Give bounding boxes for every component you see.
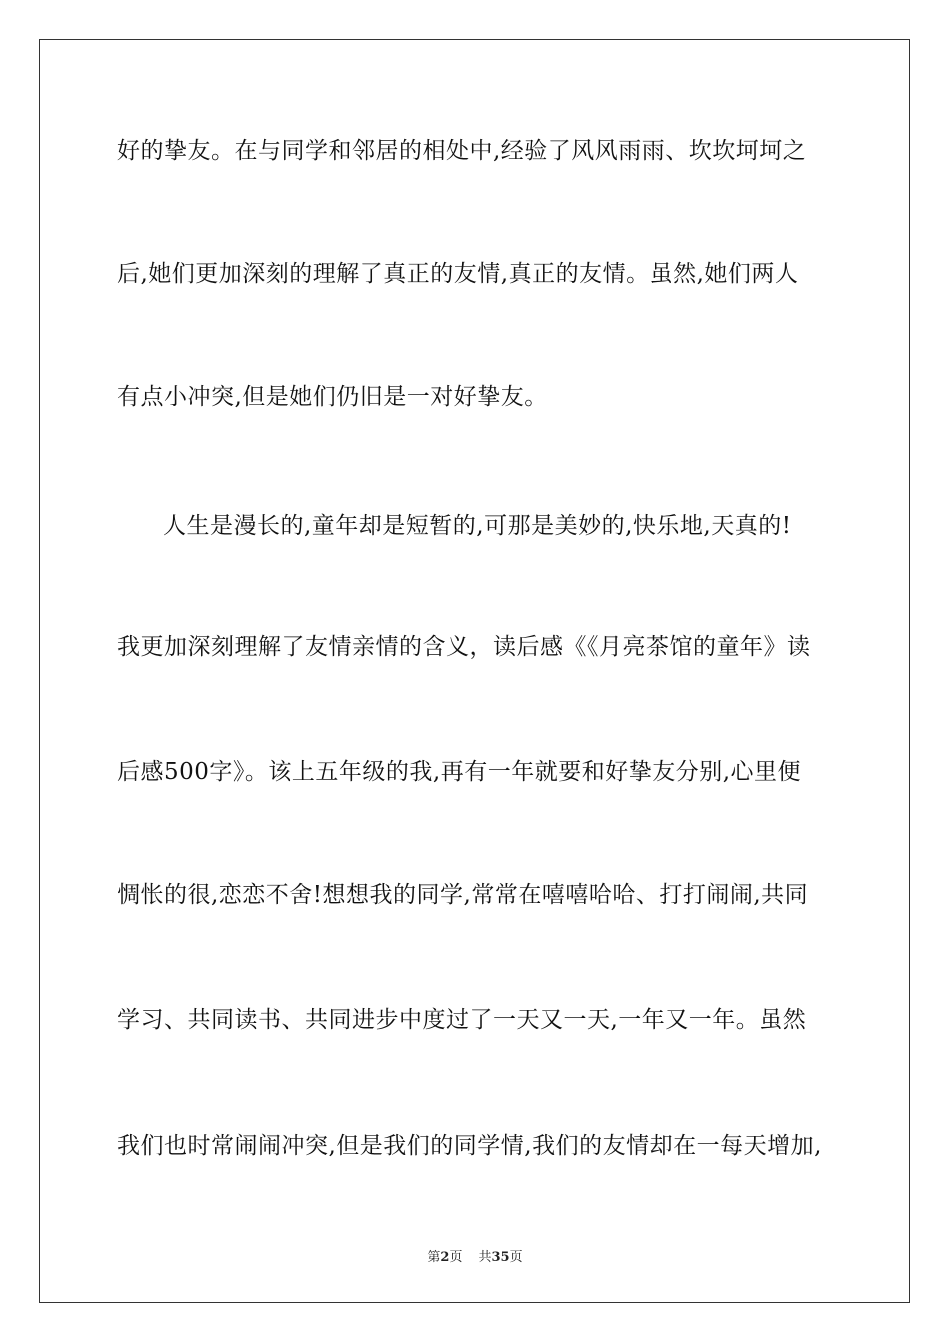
page-number: 2	[440, 1250, 450, 1265]
page-prefix: 第	[427, 1250, 441, 1265]
text-line-7: 惆怅的很,恋恋不舍!想想我的同学,常常在嘻嘻哈哈、打打闹闹,共同	[117, 882, 809, 908]
total-suffix: 页	[509, 1250, 523, 1265]
page-border	[39, 39, 910, 1303]
text-line-3: 有点小冲突,但是她们仍旧是一对好挚友。	[117, 384, 548, 410]
text-line-5: 我更加深刻理解了友情亲情的含义，读后感《《月亮茶馆的童年》读	[117, 634, 811, 660]
text-line-4: 人生是漫长的,童年却是短暂的,可那是美妙的,快乐地,天真的!	[163, 513, 792, 539]
total-pages: 35	[491, 1250, 510, 1265]
text-line-9: 我们也时常闹闹冲突,但是我们的同学情,我们的友情却在一每天增加,	[117, 1133, 822, 1159]
page-footer	[0, 1246, 950, 1265]
text-line-6: 后感500字》。该上五年级的我,再有一年就要和好挚友分别,心里便	[117, 759, 802, 785]
text-line-1: 好的挚友。在与同学和邻居的相处中,经验了风风雨雨、坎坎坷坷之	[117, 138, 807, 164]
text-line-8: 学习、共同读书、共同进步中度过了一天又一天,一年又一年。虽然	[117, 1007, 807, 1033]
total-prefix: 共	[478, 1250, 492, 1265]
text-line-2: 后,她们更加深刻的理解了真正的友情,真正的友情。虽然,她们两人	[117, 261, 799, 287]
page-suffix: 页	[449, 1250, 463, 1265]
